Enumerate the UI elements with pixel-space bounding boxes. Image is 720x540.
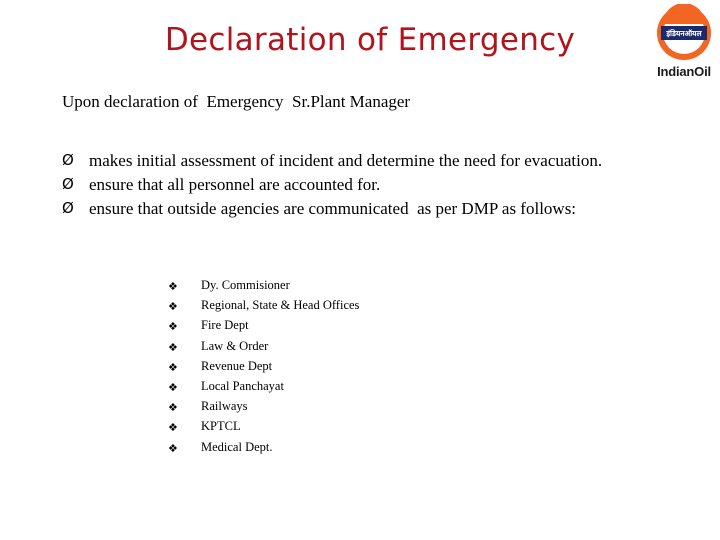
indianoil-emblem-icon [650, 4, 718, 64]
diamond-bullet-icon: ❖ [168, 360, 178, 374]
agency-item [168, 298, 359, 318]
action-point-text: ensure that all personnel are accounted for. [89, 175, 381, 194]
agency-item [168, 399, 359, 419]
action-point [62, 150, 622, 171]
agency-label: Revenue Dept [201, 358, 273, 373]
arrow-bullet-icon: Ø [62, 175, 74, 193]
diamond-bullet-icon: ❖ [168, 401, 178, 415]
slide-title: Declaration of Emergency [164, 22, 576, 58]
agency-label: Dy. Commisioner [201, 278, 290, 292]
diamond-bullet-icon: ❖ [168, 320, 178, 334]
logo-emblem-text: इंडियनऑयल [666, 29, 702, 38]
logo-wordmark: IndianOil [657, 64, 711, 79]
diamond-bullet-icon: ❖ [168, 380, 178, 394]
diamond-bullet-icon: ❖ [168, 421, 178, 435]
agency-label: Regional, State & Head Offices [201, 298, 360, 313]
agency-item [168, 278, 359, 298]
arrow-bullet-icon: Ø [62, 151, 74, 169]
action-point [62, 174, 622, 195]
agency-list [168, 278, 359, 460]
agency-item [168, 379, 359, 399]
action-point [62, 198, 622, 219]
diamond-bullet-icon: ❖ [168, 280, 178, 293]
agency-label: Local Panchayat [201, 378, 284, 393]
agency-label: Fire Dept [201, 318, 249, 333]
action-points [62, 150, 622, 222]
agency-item [168, 359, 359, 379]
agency-label: KPTCL [201, 419, 241, 434]
intro-text: Upon declaration of Emergency Sr.Plant Manager [62, 92, 411, 111]
agency-item [168, 440, 359, 460]
agency-label: Law & Order [201, 338, 269, 353]
indianoil-logo [650, 4, 718, 86]
agency-item [168, 339, 359, 359]
diamond-bullet-icon: ❖ [168, 340, 178, 354]
arrow-bullet-icon: Ø [62, 199, 74, 217]
action-point-text: makes initial assessment of incident and determine the need for evacuation. [89, 151, 603, 170]
diamond-bullet-icon: ❖ [168, 441, 178, 455]
diamond-bullet-icon: ❖ [168, 300, 178, 314]
agency-item [168, 318, 359, 338]
agency-label: Medical Dept. [201, 439, 273, 454]
agency-item [168, 419, 359, 439]
agency-label: Railways [201, 399, 248, 414]
action-point-text: ensure that outside agencies are communicated as per DMP as follows: [89, 199, 577, 218]
